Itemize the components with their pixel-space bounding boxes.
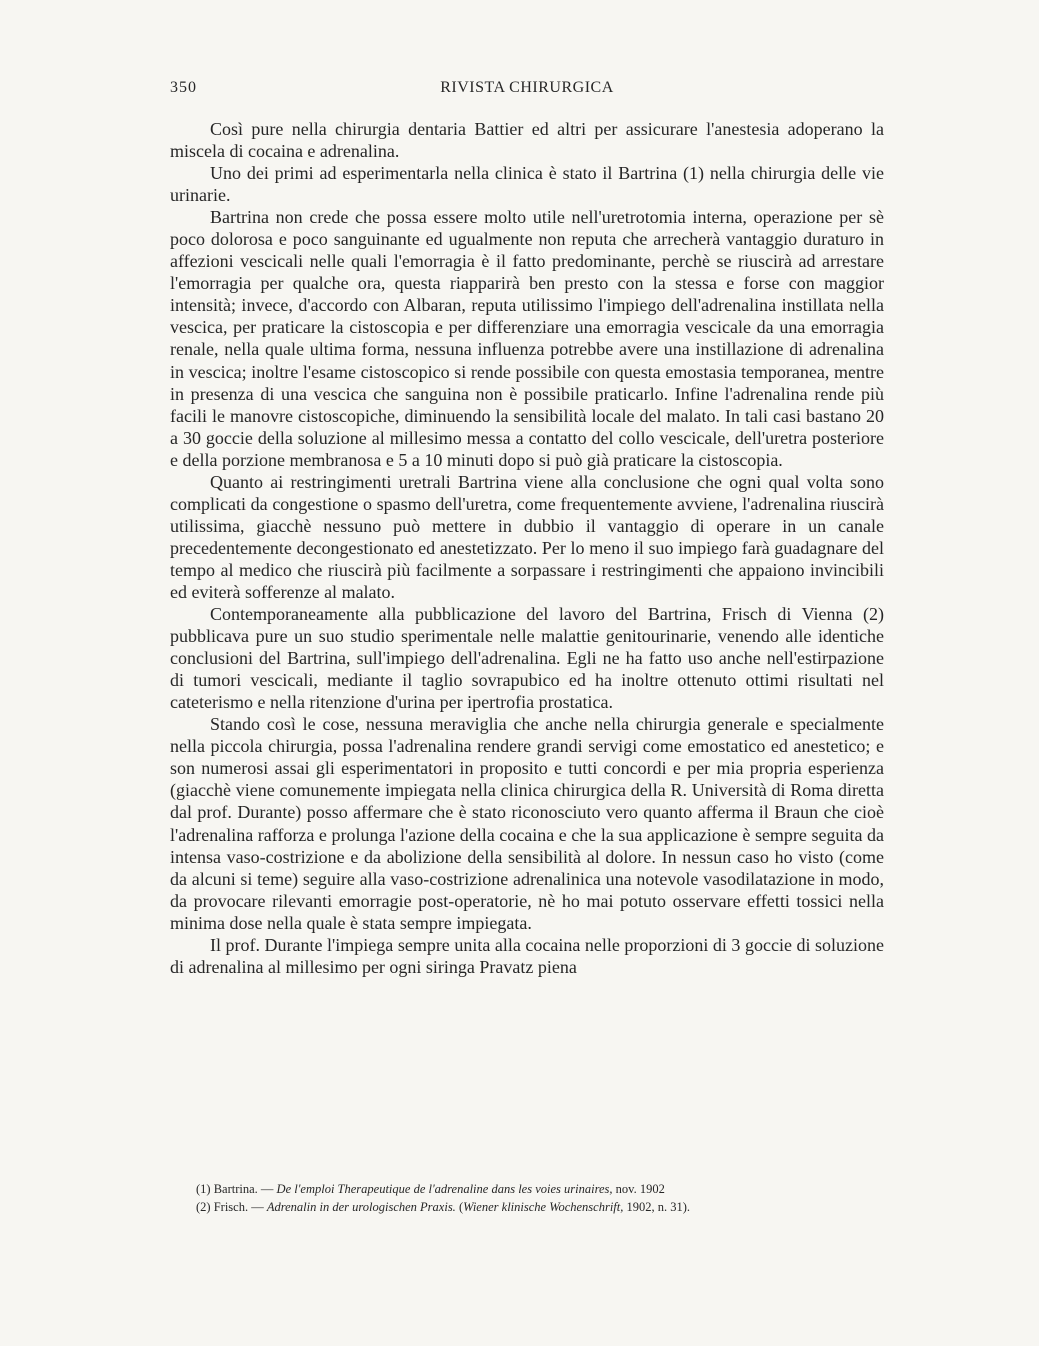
- paragraph: Uno dei primi ad esperimentarla nella clinica è stato il Bartrina (1) nella chirurgia delle vie urinarie.: [170, 163, 884, 206]
- footnote-paren: (: [455, 1200, 464, 1214]
- paragraph: Il prof. Durante l'impiega sempre unita alla cocaina nelle proporzioni di 3 goccie di soluzione di adrenalina al millesimo per ogni siringa Pravatz piena: [170, 934, 884, 977]
- footnote-title: Adrenalin in der urologischen Praxis.: [266, 1200, 456, 1214]
- footnote-marker: (1): [196, 1182, 211, 1196]
- footnote: [196, 1198, 886, 1216]
- running-header: [170, 79, 884, 101]
- page-number: 350: [170, 79, 197, 96]
- journal-title: RIVISTA CHIRURGICA: [440, 79, 614, 96]
- footnotes: [196, 1180, 886, 1216]
- article-body: [170, 118, 884, 978]
- footnote-journal: Wiener klinische Wochenschrift,: [463, 1200, 624, 1214]
- footnote-marker: (2): [196, 1200, 211, 1214]
- footnote: [196, 1180, 886, 1198]
- paragraph: Quanto ai restringimenti uretrali Bartrina viene alla conclusione che ogni qual volta sono complicati da congestione o spasmo dell'uretra, come frequentemente avviene, l'adrenalina riuscirà utilissima, giacchè nessuno può mettere in dubbio il vantaggio di operare in un canale precedentemente decongestionato ed anestetizzato. Per lo meno il suo impiego farà guadagnare del tempo al medico che riuscirà più facilmente a sorpassare i restringimenti che appaiono invincibili ed eviterà sofferenze al malato.: [170, 471, 884, 602]
- footnote-title: De l'emploi Therapeutique de l'adrenaline dans les voies urinaires,: [276, 1182, 613, 1196]
- paragraph: Bartrina non crede che possa essere molto utile nell'uretrotomia interna, operazione per sè poco dolorosa e poco sanguinante ed ugualmente non reputa che arrecherà vantaggio duraturo in affezioni vescicali nelle quali l'emorragia è il fatto predominante, perchè se riuscirà ad arrestare l'emorragia per qualche ora, questa riapparirà ben presto con la stessa e forse con maggior intensità; invece, d'accordo con Albaran, reputa utilissimo l'impiego dell'adrenalina instillata nella vescica, per praticare la cistoscopia e per differenziare una emorragia vescicale da una emorragia renale, nella quale ultima forma, nessuna influenza potrebbe avere una instillazione di adrenalina in vescica; inoltre l'esame cistoscopico si rende possibile con questa emostasia temporanea, mentre in presenza di una vescica che sanguina non è possibile praticarlo. Infine l'adrenalina rende più facili le manovre cistoscopiche, diminuendo la sensibilità locale del malato. In tali casi bastano 20 a 30 goccie della soluzione al millesimo messa a contatto del collo vescicale, dell'uretra posteriore e della porzione membranosa e 5 a 10 minuti dopo si può già praticare la cistoscopia.: [170, 207, 884, 470]
- paragraph: Stando così le cose, nessuna meraviglia che anche nella chirurgia generale e specialmente nella piccola chirurgia, possa l'adrenalina rendere grandi servigi come emostatico ed anestetico; e son numerosi assai gli esperimentatori in proposito e tutti concordi e per mia propria esperienza (giacchè viene comunemente impiegata nella clinica chirurgica della R. Università di Roma diretta dal prof. Durante) posso affermare che è stato riconosciuto vero quanto afferma il Braun che cioè l'adrenalina rafforza e prolunga l'azione della cocaina e che la sua applicazione è sempre seguita da intensa vaso-costrizione e da abolizione della sensibilità al dolore. In nessun caso ho visto (come da alcuni si teme) seguire alla vaso-costrizione adrenalinica una notevole vasodilatazione in modo, da provocare rilevanti emorragie post-operatorie, nè ho mai potuto osservare effetti tossici nella minima dose nella quale è stata sempre impiegata.: [170, 714, 884, 933]
- footnote-citation: 1902, n. 31).: [623, 1200, 691, 1214]
- footnote-author: Bartrina.: [213, 1182, 258, 1196]
- footnote-author: Frisch.: [213, 1200, 249, 1214]
- footnote-dash: —: [248, 1200, 267, 1214]
- paragraph: Contemporaneamente alla pubblicazione del lavoro del Bartrina, Frisch di Vienna (2) pubblicava pure un suo studio sperimentale nelle malattie genitourinarie, venendo alle identiche conclusioni del Bartrina, sull'impiego dell'adrenalina. Egli ne ha fatto uso anche nell'estirpazione di tumori vescicali, mediante il taglio sovrapubico ed ha inoltre ottenuto ottimi risultati nel cateterismo e nella ritenzione d'urina per ipertrofia prostatica.: [170, 604, 884, 713]
- paragraph: Così pure nella chirurgia dentaria Battier ed altri per assicurare l'anestesia adoperano la miscela di cocaina e adrenalina.: [170, 119, 884, 162]
- footnote-date: nov. 1902: [612, 1182, 665, 1196]
- footnote-dash: —: [257, 1182, 277, 1196]
